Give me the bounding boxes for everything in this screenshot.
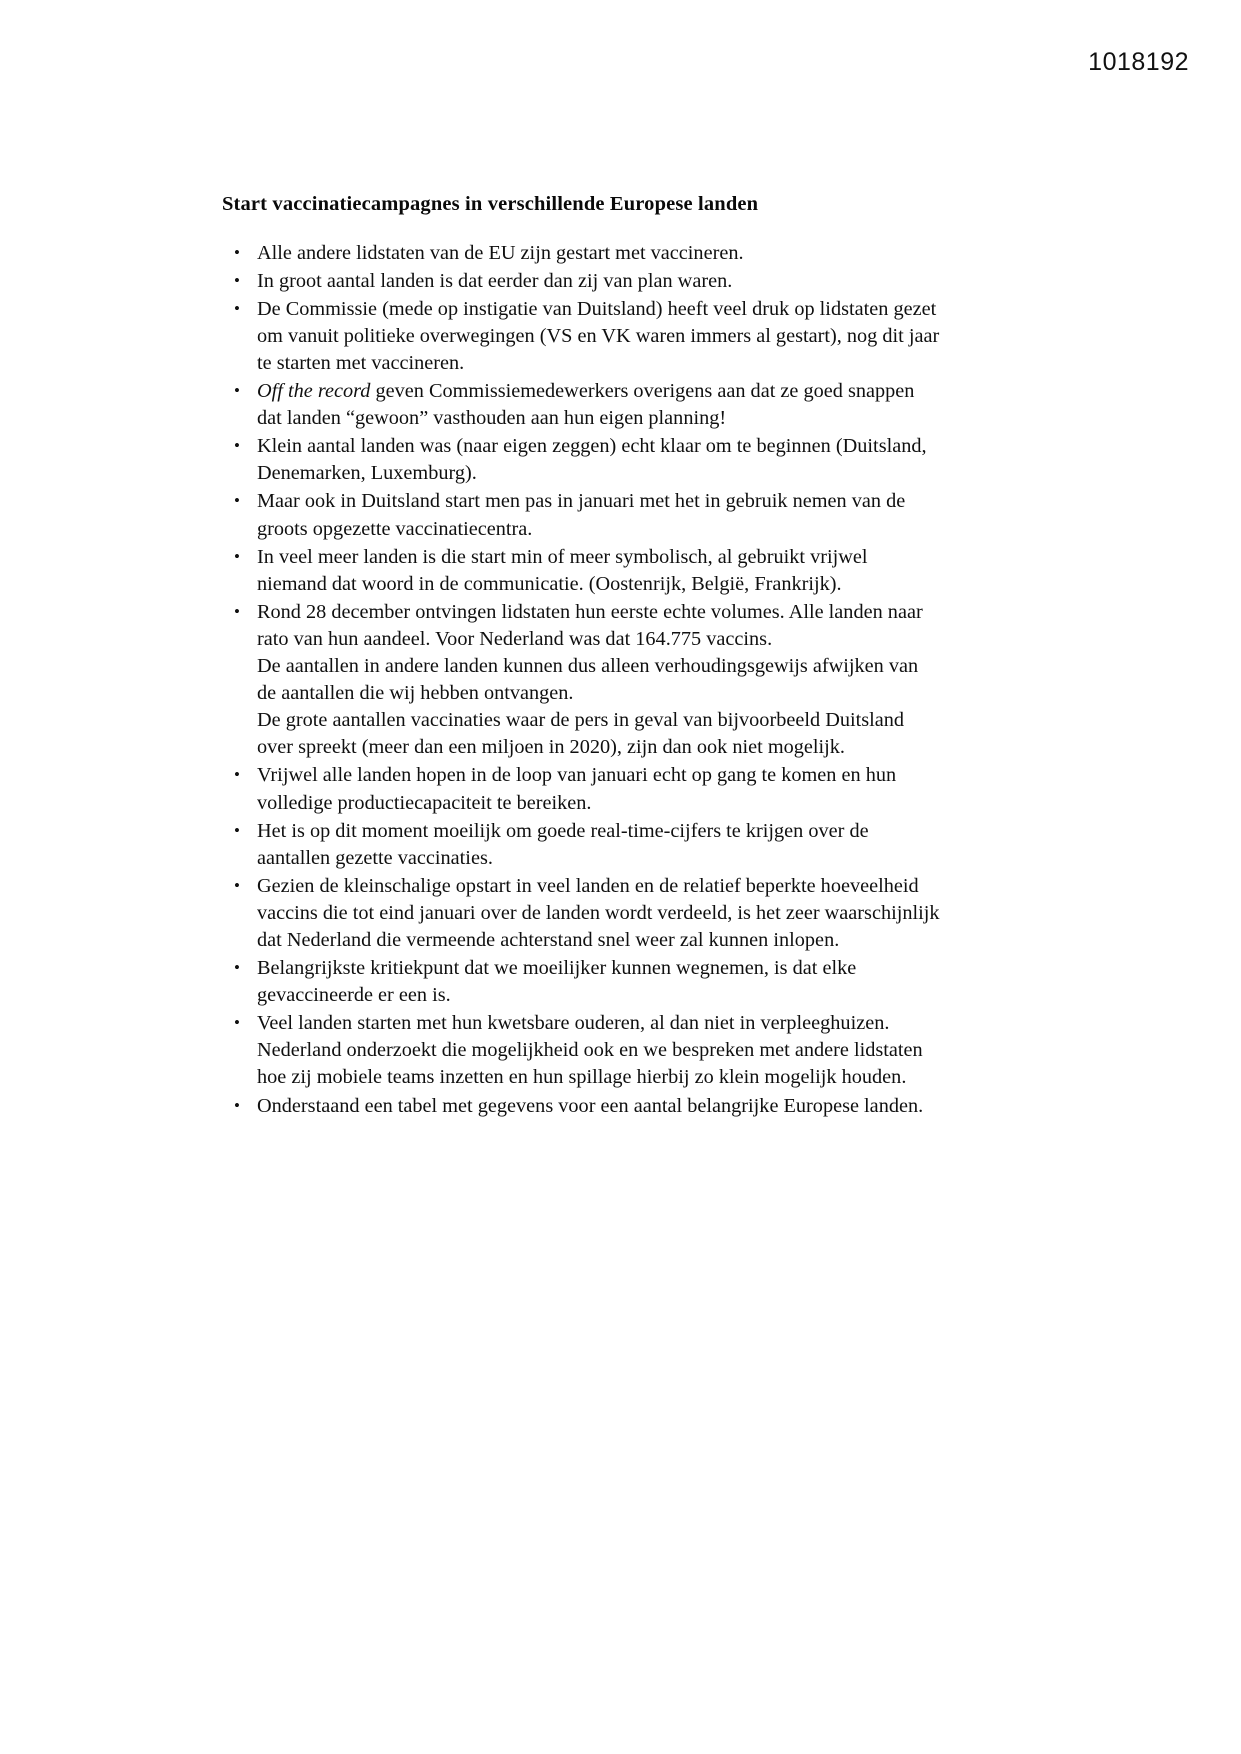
list-item-text: Veel landen starten met hun kwetsbare ouderen, al dan niet in verpleeghuizen. Nederland onderzoekt die mogelijkheid ook en we bespreken met andere lidstaten hoe zij mobiele teams inzetten en hun spillage hierbij zo klein mogelijk houden. xyxy=(257,1012,923,1089)
list-item xyxy=(222,599,940,762)
list-item xyxy=(222,873,940,954)
list-item xyxy=(222,762,940,816)
bullet-icon: • xyxy=(234,298,240,318)
list-item-text: Gezien de kleinschalige opstart in veel landen en de relatief beperkte hoeveelheid vaccins die tot eind januari over de landen wordt verdeeld, is het zeer waarschijnlijk dat Nederland die vermeende achterstand snel weer zal kunnen inlopen. xyxy=(257,874,940,951)
list-item-text: In veel meer landen is die start min of meer symbolisch, al gebruikt vrijwel niemand dat woord in de communicatie. (Oostenrijk, België, Frankrijk). xyxy=(257,545,868,595)
list-item xyxy=(222,818,940,872)
list-item xyxy=(222,296,940,377)
list-item-subparagraph: De aantallen in andere landen kunnen dus alleen verhoudingsgewijs afwijken van de aantallen die wij hebben ontvangen. xyxy=(257,655,919,705)
bullet-icon: • xyxy=(234,958,240,978)
list-item-text: Rond 28 december ontvingen lidstaten hun eerste echte volumes. Alle landen naar rato van hun aandeel. Voor Nederland was dat 164.775 vaccins. xyxy=(257,600,923,650)
bullet-icon: • xyxy=(234,270,240,290)
bullet-icon: • xyxy=(234,546,240,566)
bullet-icon: • xyxy=(234,381,240,401)
bullet-icon: • xyxy=(234,601,240,621)
bullet-icon: • xyxy=(234,491,240,511)
list-item-text: In groot aantal landen is dat eerder dan zij van plan waren. xyxy=(257,269,733,292)
list-item-text: Belangrijkste kritiekpunt dat we moeilijker kunnen wegnemen, is dat elke gevaccineerde er een is. xyxy=(257,957,857,1007)
list-item xyxy=(222,240,940,267)
list-item-text: Alle andere lidstaten van de EU zijn gestart met vaccineren. xyxy=(257,241,744,264)
list-item-text: Onderstaand een tabel met gegevens voor een aantal belangrijke Europese landen. xyxy=(257,1094,924,1117)
list-item-subparagraph: De grote aantallen vaccinaties waar de pers in geval van bijvoorbeeld Duitsland over spreekt (meer dan een miljoen in 2020), zijn dan ook niet mogelijk. xyxy=(257,709,905,759)
list-item xyxy=(222,378,940,432)
bullet-icon: • xyxy=(234,875,240,895)
list-item xyxy=(222,544,940,598)
list-item-text: Maar ook in Duitsland start men pas in januari met het in gebruik nemen van de groots opgezette vaccinatiecentra. xyxy=(257,490,906,540)
bullet-icon: • xyxy=(234,765,240,785)
list-item xyxy=(222,268,940,295)
list-item xyxy=(222,433,940,487)
bullet-list xyxy=(222,240,940,1120)
list-item-text: Vrijwel alle landen hopen in de loop van januari echt op gang te komen en hun volledige productiecapaciteit te bereiken. xyxy=(257,764,897,814)
list-item-text xyxy=(257,378,940,432)
list-item-text-rest: geven Commissiemedewerkers overigens aan dat ze goed snappen dat landen “gewoon” vasthouden aan hun eigen planning! xyxy=(257,380,915,430)
list-item xyxy=(222,955,940,1009)
list-item xyxy=(222,1010,940,1091)
bullet-icon: • xyxy=(234,820,240,840)
list-item-text: Klein aantal landen was (naar eigen zeggen) echt klaar om te beginnen (Duitsland, Denemarken, Luxemburg). xyxy=(257,435,927,485)
document-body xyxy=(222,192,940,1121)
page-number: 1018192 xyxy=(1088,48,1189,76)
list-item-text: Het is op dit moment moeilijk om goede real-time-cijfers te krijgen over de aantallen gezette vaccinaties. xyxy=(257,819,869,869)
list-item xyxy=(222,1093,940,1120)
page-title: Start vaccinatiecampagnes in verschillende Europese landen xyxy=(222,193,759,215)
bullet-icon: • xyxy=(234,1013,240,1033)
bullet-icon: • xyxy=(234,436,240,456)
bullet-icon: • xyxy=(234,242,240,262)
list-item xyxy=(222,488,940,542)
list-item-text: De Commissie (mede op instigatie van Duitsland) heeft veel druk op lidstaten gezet om vanuit politieke overwegingen (VS en VK waren immers al gestart), nog dit jaar te starten met vaccineren. xyxy=(257,297,940,374)
bullet-icon: • xyxy=(234,1095,240,1115)
italic-phrase: Off the record xyxy=(257,380,371,403)
